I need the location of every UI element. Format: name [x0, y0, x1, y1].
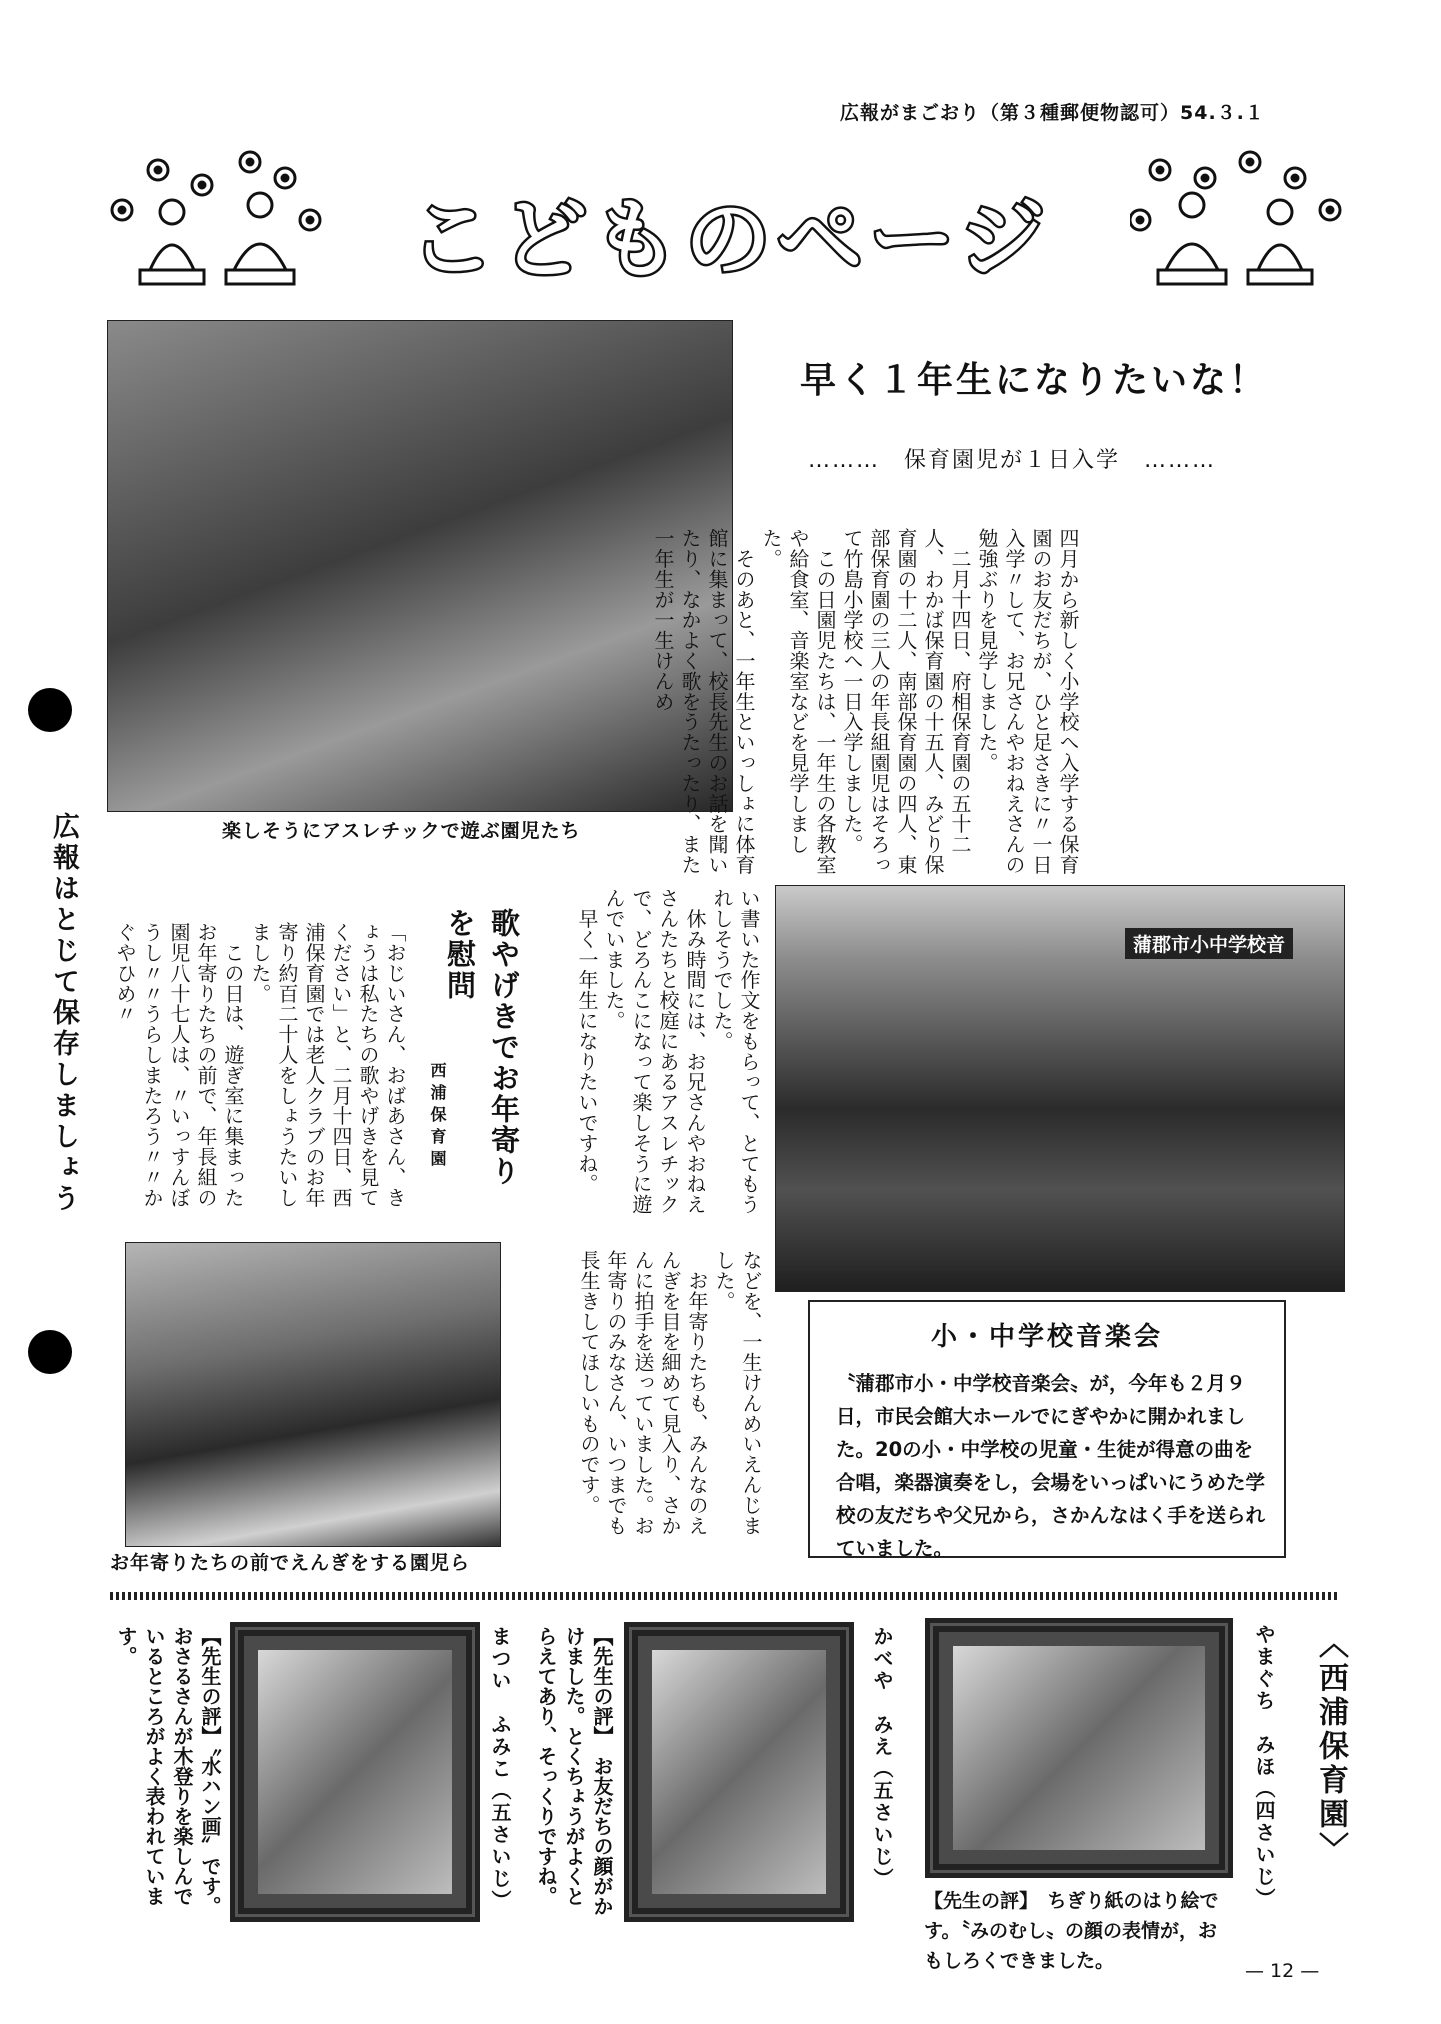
artwork-frame-2 [624, 1622, 854, 1922]
artwork-2-artist: かべや みえ（五さいじ） [870, 1626, 894, 1890]
binding-hole-top-icon [28, 688, 72, 732]
article2-headline: 歌やげきでお年寄りを慰問 [443, 908, 521, 1187]
hina-doll-right-icon [1130, 150, 1345, 300]
concert-headline: 小・中学校音楽会 [930, 1322, 1163, 1352]
article1-subhead: ……… 保育園児が１日入学 ……… [808, 448, 1217, 473]
artwork-3-artist: まつい ふみこ（五さいじ） [488, 1626, 512, 1912]
stage-photo-caption: お年寄りたちの前でえんぎをする園児ら [110, 1552, 471, 1574]
binding-hole-bottom-icon [28, 1330, 72, 1374]
article1-body: 四月から新しく小学校へ入学する保育園のお友だちが、ひと足さきに〃一日入学〃して、お兄さんやおねえさんの勉強ぶりを見学しました。 二月十四日、府相保育園の五十二人、わかば保育園の十五人、みどり保育園の十二人、南部保育園の四人、東部保育園の三人の年長組園児はそろって竹島小学校へ一日入学しました。 この日園児たちは、一年生の各教室や給食室、音楽室などを見学しました。 そのあと、一年生といっしょに体育館に集まって、校長先生のお話を聞いたり、なかよく歌をうたったり、また一年生が一生けんめ [651, 528, 1080, 875]
hina-doll-left-icon [110, 150, 325, 300]
article1-headline: 早く１年生になりたいな！ [800, 360, 1269, 401]
article2-body: 「おじいさん、おばあさん、きょうは私たちの歌やげきを見てください」と、二月十四日、西浦保育園では老人クラブのお年寄り約百二十人をしょうたいしました。 この日は、遊ぎ室に集まったお年寄りたちの前で、年長組の園児八十七人は、〃いっすんぼうし〃〃うらしまたろう〃〃かぐやひめ〃 [113, 922, 407, 1208]
concert-body: 〝蒲郡市小・中学校音楽会〟が，今年も２月９日，市民会館大ホールでにぎやかに開かれました。20の小・中学校の児童・生徒が得意の曲を合唱，楽器演奏をし，会場をいっぱいにうめた学校の友だちや父兄から，さかんなはく手を送られていました。 [836, 1372, 1266, 1560]
artwork-image-1 [953, 1646, 1205, 1850]
artwork-image-2 [652, 1650, 826, 1894]
artwork-frame-1 [925, 1618, 1233, 1878]
concert-banner: 蒲郡市小中学校音 [1125, 928, 1293, 959]
article2-body-cont: などを、一生けんめいえんじました。 お年寄りたちも、みんなのえんぎを目を細めて見入り、さかんに拍手を送っていました。お年寄りのみなさん、いつまでも長生きしてほしいものです。 [577, 1250, 763, 1536]
page-number: — 12 — [1245, 1960, 1320, 1982]
art-school-name: 〈西浦保育園〉 [1313, 1628, 1348, 1866]
artwork-1-comment: 【先生の評】 ちぎり紙のはり絵です。〝みのむし〟の顔の表情が，おもしろくできました。 [924, 1890, 1219, 1972]
artwork-image-3 [258, 1650, 452, 1894]
stage-photo [125, 1242, 501, 1547]
page-title: こどものページ [408, 190, 1052, 290]
artwork-2-comment: 【先生の評】 お友だちの顔がかけました。とくちょうがよくとらえてあり、そっくりですね。 [534, 1626, 614, 1916]
artwork-1-artist: やまぐち みほ（四さいじ） [1252, 1624, 1276, 1910]
athletic-photo [107, 320, 733, 812]
artwork-frame-3 [230, 1622, 480, 1922]
article1-body-cont: い書いた作文をもらって、とてもうれしそうでした。 休み時間には、お兄さんやおねえさんたちと校庭にあるアスレチックで、どろんこになって楽しそうに遊んでいました。 早く一年生になりたいですね。 [575, 888, 761, 1215]
side-note: 広報はとじて保存しましょう [48, 812, 79, 1215]
article2-byline: 西浦保育園 [428, 1062, 447, 1172]
athletic-photo-caption: 楽しそうにアスレチックで遊ぶ園児たち [222, 820, 581, 842]
section-divider [110, 1592, 1340, 1600]
artwork-3-comment: 【先生の評】〝水ハン画〟です。おさるさんが木登りを楽しんでいるところがよく表われています。 [114, 1626, 222, 1916]
publication-line: 広報がまごおり（第３種郵便物認可）54.３.１ [840, 102, 1265, 124]
concert-box [808, 1300, 1286, 1558]
